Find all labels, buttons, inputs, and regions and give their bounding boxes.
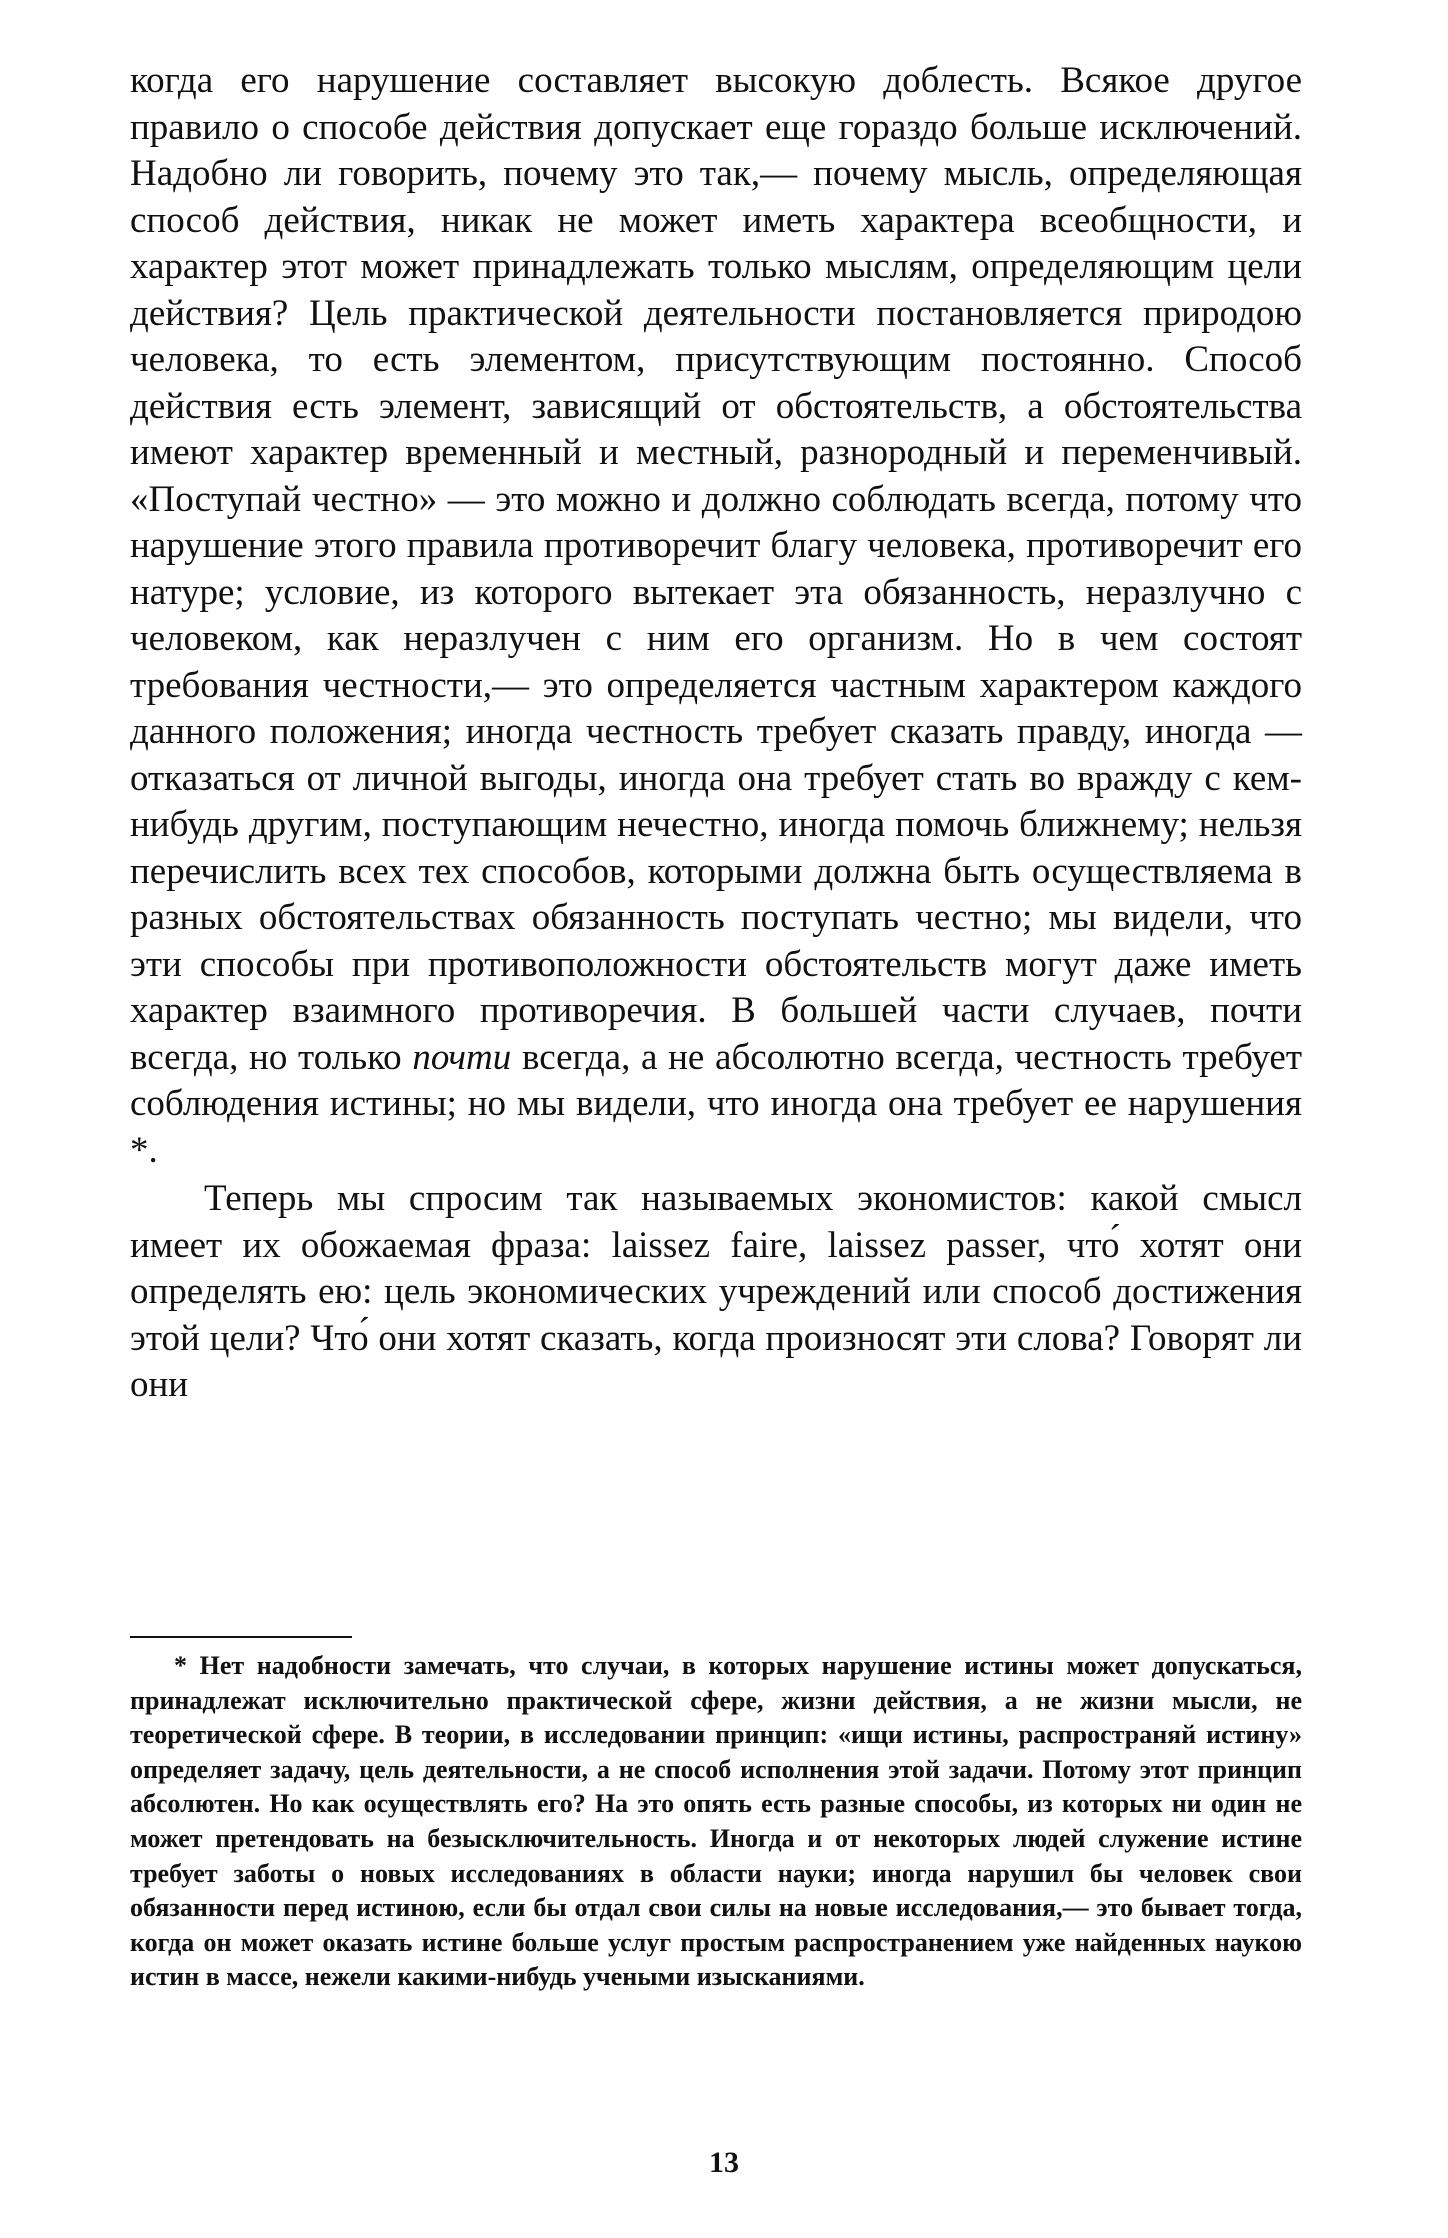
paragraph-1-part-a: когда его нарушение составляет высокую доблесть. Всякое другое правило о способе действия допускает еще гораздо больше исключений. Надобно ли говорить, почему это так,— почему мысль, определяющая способ действия, никак не может иметь характера всеобщности, и характер этот может принадлежать только мыслям, определяющим цели действия? Цель практической деятельности постановляется природою человека, то есть элементом, присутствующим постоянно. Способ действия есть элемент, зависящий от обстоятельств, а обстоятельства имеют характер временный и местный, разнородный и переменчивый. «Поступай честно» — это можно и должно соблюдать всегда, потому что нарушение этого правила противоречит благу человека, противоречит его натуре; условие, из которого вытекает эта обязанность, неразлучно с человеком, как неразлучен с ним его организм. Но в чем состоят требования честности,— это определяется частным характером каждого данного положения; иногда честность требует сказать правду, иногда — отказаться от личной выгоды, иногда она требует стать во вражду с кем-нибудь другим, поступающим нечестно, иногда помочь ближнему; нельзя перечислить всех тех способов, которыми должна быть осуществляема в разных обстоятельствах обязанность поступать честно; мы видели, что эти способы при противоположности обстоятельств могут даже иметь характер взаимного противоречия. В большей части случаев, почти всегда, но только: [130, 60, 1302, 1078]
page-body: [130, 58, 1302, 1409]
main-text: [130, 58, 1302, 1409]
paragraph-1: [130, 58, 1302, 1174]
paragraph-2: Теперь мы спросим так называемых экономистов: какой смысл имеет их обожаемая фраза: laissez faire, laissez passer, что́ хотят они определять ею: цель экономических учреждений или способ достижения этой цели? Что́ они хотят сказать, когда произносят эти слова? Говорят ли они: [130, 1178, 1302, 1405]
paragraph-1-emphasis: почти: [412, 1036, 512, 1078]
paragraph-1-part-b: всегда, а не абсолютно всегда, честность требует соблюдения истины; но мы видели, что иногда она требует ее нарушения *.: [130, 1036, 1303, 1171]
page-number: 13: [709, 2146, 739, 2179]
footnote-divider: [130, 1636, 352, 1638]
footnote: [130, 1649, 1302, 1995]
footnote-text: * Нет надобности замечать, что случаи, в которых нарушение истины может допускаться, принадлежат исключительно практической сфере, жизни действия, а не жизни мысли, не теоретической сфере. В теории, в исследовании принцип: «ищи истины, распространяй истину» определяет задачу, цель деятельности, а не способ исполнения этой задачи. Потому этот принцип абсолютен. Но как осуществлять его? На это опять есть разные способы, из которых ни один не может претендовать на безысключительность. Иногда и от некоторых людей служение истине требует заботы о новых исследованиях в области науки; иногда нарушил бы человек свои обязанности перед истиною, если бы отдал свои силы на новые исследования,— это бывает тогда, когда он может оказать истине больше услуг простым распространением уже найденных наукою истин в массе, нежели какими-нибудь учеными изысканиями.: [130, 1651, 1302, 1992]
